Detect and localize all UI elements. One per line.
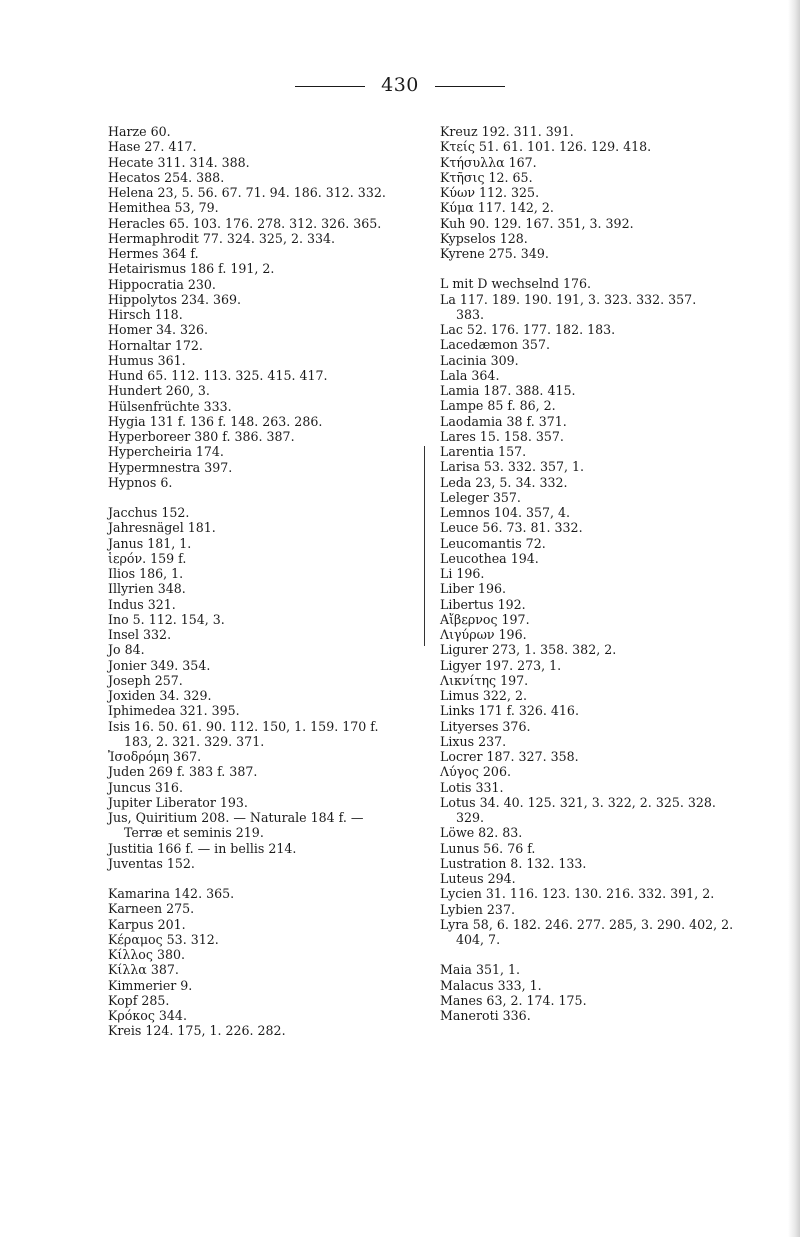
index-entry: Ino 5. 112. 154, 3. (108, 611, 225, 627)
index-entry: Κρόκος 344. (108, 1008, 187, 1023)
index-entry: Lamia 187. 388. 415. (440, 383, 576, 398)
index-entry: Illyrien 348. (108, 581, 186, 597)
section-gap (108, 871, 458, 886)
index-entry: Harze 60. (108, 124, 171, 139)
index-entry: Lacinia 309. (440, 352, 519, 368)
index-entry: Janus 181, 1. (108, 535, 192, 551)
index-entry: Hypercheiria 174. (108, 444, 224, 460)
index-entry: Κίλλος 380. (108, 947, 185, 962)
index-entry: Maia 351, 1. (440, 962, 521, 978)
left-index-column (108, 124, 458, 1039)
index-entry: Λικνίτης 197. (440, 672, 529, 688)
index-entry: Λιγύρων 196. (440, 627, 527, 642)
index-entry: Lustration 8. 132. 133. (440, 855, 587, 871)
index-entry: Ligyer 197. 273, 1. (440, 657, 562, 673)
section-gap (440, 261, 780, 276)
index-entry: Heracles 65. 103. 176. 278. 312. 326. 365. (108, 215, 382, 231)
index-entry: Kreis 124. 175, 1. 226. 282. (108, 1023, 286, 1039)
index-entry: Humus 361. (108, 352, 186, 368)
index-entry: Kuh 90. 129. 167. 351, 3. 392. (440, 215, 634, 231)
index-entry: Larisa 53. 332. 357, 1. (440, 459, 585, 475)
index-entry: Ἰσοδρόμη 367. (108, 749, 202, 764)
index-entry: Kreuz 192. 311. 391. (440, 124, 574, 139)
index-entry: Jahresnägel 181. (108, 520, 216, 536)
index-entry: Helena 23, 5. 56. 67. 71. 94. 186. 312. 332. (108, 185, 386, 200)
index-entry: Jus, Quiritium 208. — Naturale 184 f. — (108, 810, 364, 825)
index-entry: Juden 269 f. 383 f. 387. (108, 764, 258, 780)
index-entry: Leda 23, 5. 34. 332. (440, 474, 568, 490)
index-entry: Lotus 34. 40. 125. 321, 3. 322, 2. 325. 328. (440, 794, 716, 810)
index-entry: Hippolytos 234. 369. (108, 291, 242, 307)
index-entry: Hecatos 254. 388. (108, 169, 225, 185)
page-edge-shadow (788, 0, 800, 1237)
index-entry: Iphimedea 321. 395. (108, 703, 240, 719)
index-entry: Κέραμος 53. 312. (108, 931, 219, 947)
index-entry: Joxiden 34. 329. (108, 688, 212, 703)
index-entry: Κτῆσις 12. 65. (440, 169, 533, 185)
index-entry: Laodamia 38 f. 371. (440, 413, 567, 429)
index-entry: La 117. 189. 190. 191, 3. 323. 332. 357. (440, 291, 697, 307)
index-entry: L mit D wechselnd 176. (440, 276, 592, 292)
index-entry: Karneen 275. (108, 901, 195, 917)
index-entry: Leucothea 194. (440, 550, 539, 566)
index-entry: Justitia 166 f. — in bellis 214. (108, 840, 297, 856)
index-entry: Juncus 316. (108, 779, 183, 795)
index-entry: Juventas 152. (108, 855, 195, 871)
index-entry: Libertus 192. (440, 596, 526, 612)
index-entry: Hemithea 53, 79. (108, 200, 219, 216)
index-entry: Hundert 260, 3. (108, 383, 210, 399)
index-entry: 383. (440, 306, 485, 322)
header-rule-right (435, 86, 505, 87)
page-number: 430 (381, 74, 419, 96)
index-entry: Limus 322, 2. (440, 688, 527, 703)
index-entry: Ligurer 273, 1. 358. 382, 2. (440, 642, 617, 658)
index-entry: Hund 65. 112. 113. 325. 415. 417. (108, 368, 328, 383)
index-entry: Kypselos 128. (440, 230, 528, 246)
index-entry: Λύγος 206. (440, 764, 511, 780)
index-entry: Lyra 58, 6. 182. 246. 277. 285, 3. 290. 402, 2. (440, 916, 734, 932)
index-entry: Lac 52. 176. 177. 182. 183. (440, 322, 616, 337)
index-entry: 404, 7. (440, 932, 501, 947)
index-entry: Jonier 349. 354. (108, 657, 211, 673)
index-entry: ἱερόν. 159 f. (108, 550, 187, 566)
index-entry: Lixus 237. (440, 733, 507, 749)
index-entry: 183, 2. 321. 329. 371. (108, 733, 265, 749)
index-entry: Karpus 201. (108, 916, 186, 932)
index-entry: Lotis 331. (440, 779, 504, 795)
index-entry: Locrer 187. 327. 358. (440, 749, 579, 764)
index-entry: Hypermnestra 397. (108, 459, 233, 475)
index-entry: Löwe 82. 83. (440, 825, 523, 841)
index-entry: Kamarina 142. 365. (108, 886, 235, 901)
index-entry: Jacchus 152. (108, 505, 190, 520)
index-entry: Kyrene 275. 349. (440, 246, 549, 261)
index-entry: Hetairismus 186 f. 191, 2. (108, 261, 275, 277)
right-index-column (440, 124, 780, 1023)
index-entry: Lampe 85 f. 86, 2. (440, 398, 556, 414)
index-entry: Kopf 285. (108, 992, 170, 1008)
index-entry: Hermes 364 f. (108, 246, 199, 261)
index-entry: Hypnos 6. (108, 474, 173, 490)
index-entry: Hase 27. 417. (108, 139, 197, 155)
index-entry: Hecate 311. 314. 388. (108, 154, 250, 170)
index-entry: Homer 34. 326. (108, 322, 209, 338)
index-entry: Lala 364. (440, 367, 500, 383)
index-entry: Hygia 131 f. 136 f. 148. 263. 286. (108, 413, 323, 429)
index-entry: Hermaphrodit 77. 324. 325, 2. 334. (108, 230, 336, 246)
index-entry: Lityerses 376. (440, 718, 531, 734)
index-entry: Manes 63, 2. 174. 175. (440, 992, 587, 1008)
margin-bracket-line (424, 446, 425, 646)
index-entry: Lycien 31. 116. 123. 130. 216. 332. 391, 2. (440, 886, 715, 902)
page-header (0, 74, 800, 96)
index-entry: Li 196. (440, 566, 485, 581)
index-entry: Leucomantis 72. (440, 535, 546, 551)
index-entry: Maneroti 336. (440, 1008, 531, 1023)
index-entry: Isis 16. 50. 61. 90. 112. 150, 1. 159. 170 f. (108, 718, 379, 734)
index-entry: Liber 196. (440, 581, 506, 597)
index-entry: Hülsenfrüchte 333. (108, 398, 232, 414)
index-entry: Κύων 112. 325. (440, 185, 540, 200)
index-entry: Ilios 186, 1. (108, 566, 184, 581)
index-entry: Kimmerier 9. (108, 977, 193, 993)
index-entry: Κτήσυλλα 167. (440, 154, 537, 170)
section-gap (440, 947, 780, 962)
index-entry: 329. (440, 810, 485, 825)
index-entry: Κίλλα 387. (108, 962, 179, 978)
index-entry: Jupiter Liberator 193. (108, 794, 248, 810)
index-entry: Lares 15. 158. 357. (440, 428, 564, 444)
index-entry: Lacedæmon 357. (440, 337, 550, 353)
index-entry: Terræ et seminis 219. (108, 825, 264, 841)
index-entry: Κύμα 117. 142, 2. (440, 200, 554, 216)
index-entry: Malacus 333, 1. (440, 977, 542, 993)
index-entry: Leuce 56. 73. 81. 332. (440, 520, 583, 536)
index-entry: Hornaltar 172. (108, 337, 203, 353)
index-entry: Hirsch 118. (108, 307, 183, 322)
index-entry: Leleger 357. (440, 489, 521, 505)
index-entry: Hippocratia 230. (108, 276, 216, 292)
index-entry: Αἴβερνος 197. (440, 611, 530, 627)
index-entry: Indus 321. (108, 596, 176, 612)
index-entry: Joseph 257. (108, 672, 183, 688)
index-entry: Larentia 157. (440, 444, 527, 459)
index-entry: Κτείς 51. 61. 101. 126. 129. 418. (440, 139, 652, 155)
index-entry: Hyperboreer 380 f. 386. 387. (108, 429, 295, 444)
section-gap (108, 490, 458, 505)
index-entry: Jo 84. (108, 642, 145, 658)
index-entry: Links 171 f. 326. 416. (440, 703, 579, 719)
index-entry: Insel 332. (108, 627, 172, 642)
index-entry: Lunus 56. 76 f. (440, 840, 536, 856)
index-entry: Lybien 237. (440, 901, 515, 917)
index-entry: Lemnos 104. 357, 4. (440, 505, 571, 520)
index-entry: Luteus 294. (440, 871, 516, 886)
header-rule-left (295, 86, 365, 87)
